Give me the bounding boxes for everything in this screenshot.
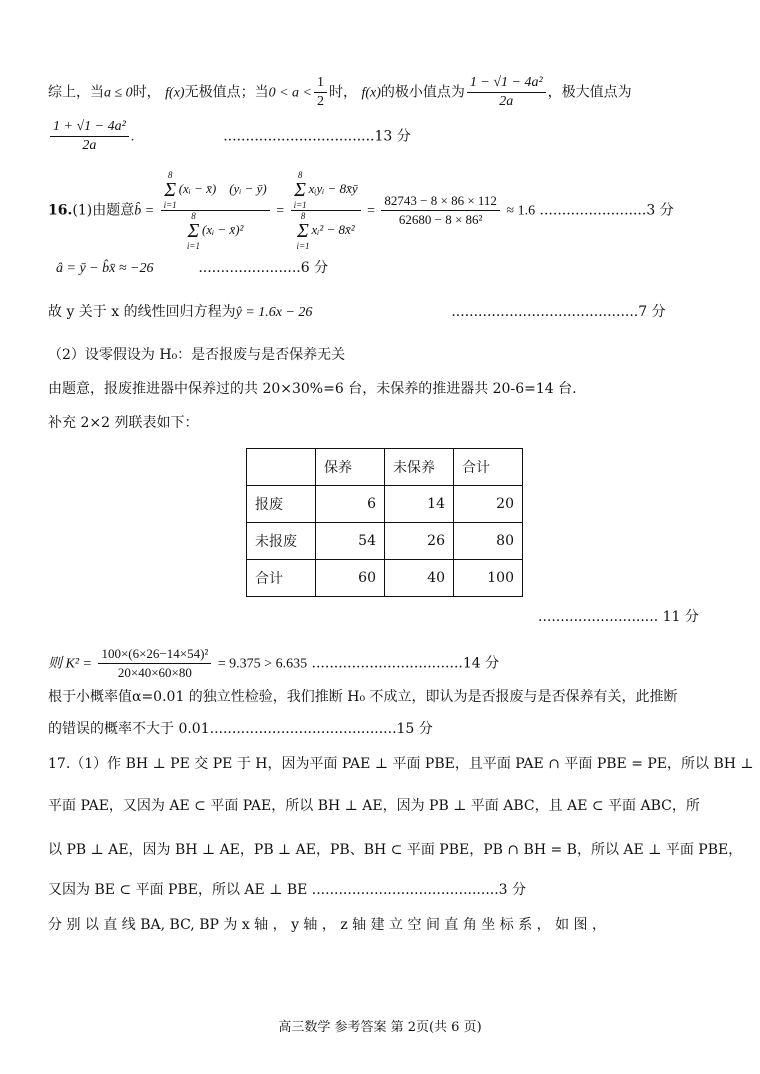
table-cell: 26 — [385, 523, 454, 560]
null-hypothesis: （2）设零假设为 H₀：是否报废与是否保养无关 — [48, 347, 346, 363]
paragraph-table-intro: 补充 2×2 列联表如下： — [48, 415, 199, 431]
score-marker: ..................................13 分 — [223, 128, 411, 145]
table-cell: 6 — [316, 486, 385, 523]
text: 时， — [132, 84, 161, 101]
math-inline: ŷ = 1.6x − 26 — [235, 305, 313, 320]
q17-line-1: 17.（1）作 BH ⊥ PE 交 PE 于 H，因为平面 PAE ⊥ 平面 PBE，且平面 PAE ∩ 平面 PBE = PE，所以 BH ⊥ — [48, 756, 754, 772]
table-cell: 未报废 — [247, 523, 316, 560]
score-marker-11: ........................... 11 分 — [538, 609, 699, 625]
table-cell: 80 — [454, 523, 523, 560]
conclusion-paragraph-2: 的错误的概率不大于 0.01..........................................15 分 — [48, 721, 433, 737]
table-cell: 100 — [454, 560, 523, 597]
math-inline: a ≤ 0 — [104, 85, 133, 101]
table-row — [247, 560, 523, 597]
fraction-max-point: $\frac{\text{1 + √1 − 4a²}}{2a}$ — [50, 118, 129, 155]
table-cell: 合计 — [247, 560, 316, 597]
score-marker: ........................3 分 — [539, 202, 674, 219]
table-header-cell: 未保养 — [385, 449, 454, 486]
q17-line-2: 平面 PAE，又因为 AE ⊂ 平面 PAE，所以 BH ⊥ AE，因为 PB ⊥ 平面 ABC，且 AE ⊂ 平面 ABC，所 — [48, 798, 700, 814]
table-header-cell — [247, 449, 316, 486]
q17-line-4: 又因为 BE ⊂ 平面 PBE，所以 AE ⊥ BE ..........................................3 分 — [48, 882, 527, 898]
table-cell: 54 — [316, 523, 385, 560]
fraction-half: $\frac{1}{2}$ — [314, 74, 327, 111]
text: ，极大值点为 — [547, 84, 632, 101]
table-header-cell: 合计 — [454, 449, 523, 486]
table-row — [247, 523, 523, 560]
fraction-b-def: 8 Σ i=1 (xᵢ − x̄) (yᵢ − ȳ) 8 Σ i=1 (xᵢ − x̄)² — [161, 170, 270, 251]
table-cell: 14 — [385, 486, 454, 523]
q16-regression-line — [48, 302, 666, 323]
score-marker: ..................................14 分 — [311, 655, 500, 672]
table-row — [247, 486, 523, 523]
text: 无极值点；当 — [184, 84, 269, 101]
conclusion-line-2: $\frac{\text{1 + √1 − 4a²}}{2a}$ . ..................................13 分 — [48, 118, 411, 155]
math-inline: b̂ = — [134, 203, 155, 219]
text: 的极小值点为 — [380, 84, 465, 101]
table-header-row — [247, 449, 523, 486]
math-inline: f(x) — [165, 85, 185, 101]
table-header-cell: 保养 — [316, 449, 385, 486]
paragraph-counts: 由题意，报废推进器中保养过的共 20×30%=6 台，未保养的推进器共 20-6=14 台. — [48, 381, 577, 397]
fraction-b-computational: 8 Σ i=1 xᵢyᵢ − 8x̄ȳ 8 Σ i=1 xᵢ² − 8x̄² — [291, 170, 361, 251]
k2-line — [48, 645, 499, 682]
contingency-table — [246, 448, 523, 597]
math-inline: 则 K² = — [48, 656, 92, 672]
math-inline: â = ȳ − b̂x̄ ≈ −26 — [56, 261, 154, 276]
table-cell: 40 — [385, 560, 454, 597]
q16-ahat-line — [48, 258, 328, 279]
fraction-b-numeric: $\frac{82743 - 8 \times 86 \times 112}{\text{62680 − 8 × 86²}}$ — [381, 192, 500, 229]
fraction-min-point: $\frac{\text{1 − √1 − 4a²}}{2a}$ — [467, 74, 546, 111]
fraction-k2: $\frac{\text{100×(6×26−14×54)²}}{20\times 40\times 60\times 80}$ — [98, 645, 211, 682]
text: (1)由题意 — [72, 202, 135, 219]
score-marker: ..........................................7 分 — [451, 304, 666, 320]
text: 故 y 关于 x 的线性回归方程为 — [48, 304, 236, 320]
math-inline: f(x) — [361, 85, 381, 101]
math-inline: 0 < a < — [268, 85, 312, 101]
math-inline: = 9.375 > 6.635 — [217, 656, 308, 672]
table-cell: 60 — [316, 560, 385, 597]
question-number: 16. — [48, 202, 73, 219]
text: 综上，当 — [48, 84, 104, 101]
conclusion-line-1 — [48, 74, 632, 111]
conclusion-paragraph-1: 根于小概率值α=0.01 的独立性检验，我们推断 H₀ 不成立，即认为是否报废与是否保养有关，此推断 — [48, 689, 678, 705]
page-footer: 高三数学 参考答案 第 2页(共 6 页) — [278, 1020, 482, 1035]
math-inline: ≈ 1.6 — [506, 203, 536, 219]
table-cell: 20 — [454, 486, 523, 523]
text: 时， — [328, 84, 357, 101]
q17-line-5: 分 别 以 直 线 BA, BC, BP 为 x 轴 ， y 轴 ， z 轴 建 立 空 间 直 角 坐 标 系 ， 如 图 ， — [48, 917, 607, 933]
table-cell: 报废 — [247, 486, 316, 523]
q17-line-3: 以 PB ⊥ AE，因为 BH ⊥ AE，PB ⊥ AE，PB、BH ⊂ 平面 PBE，PB ∩ BH = B，所以 AE ⊥ 平面 PBE， — [48, 842, 743, 858]
q16-part1-line: 16.(1)由题意b̂ = 8 Σ i=1 (xᵢ − x̄) (yᵢ − ȳ) 8 Σ i=1 (xᵢ − x̄)² = 8 Σ i=1 xᵢyᵢ − 8x̄ȳ 8 Σ i=1 xᵢ² − 8x̄² = $\frac{82743 - 8 \times 86 \times 112}{\text{62680 − 8 × 86²}}$ ≈ 1.6 ........................3 分 — [48, 170, 674, 251]
score-marker: .......................6 分 — [198, 260, 329, 276]
